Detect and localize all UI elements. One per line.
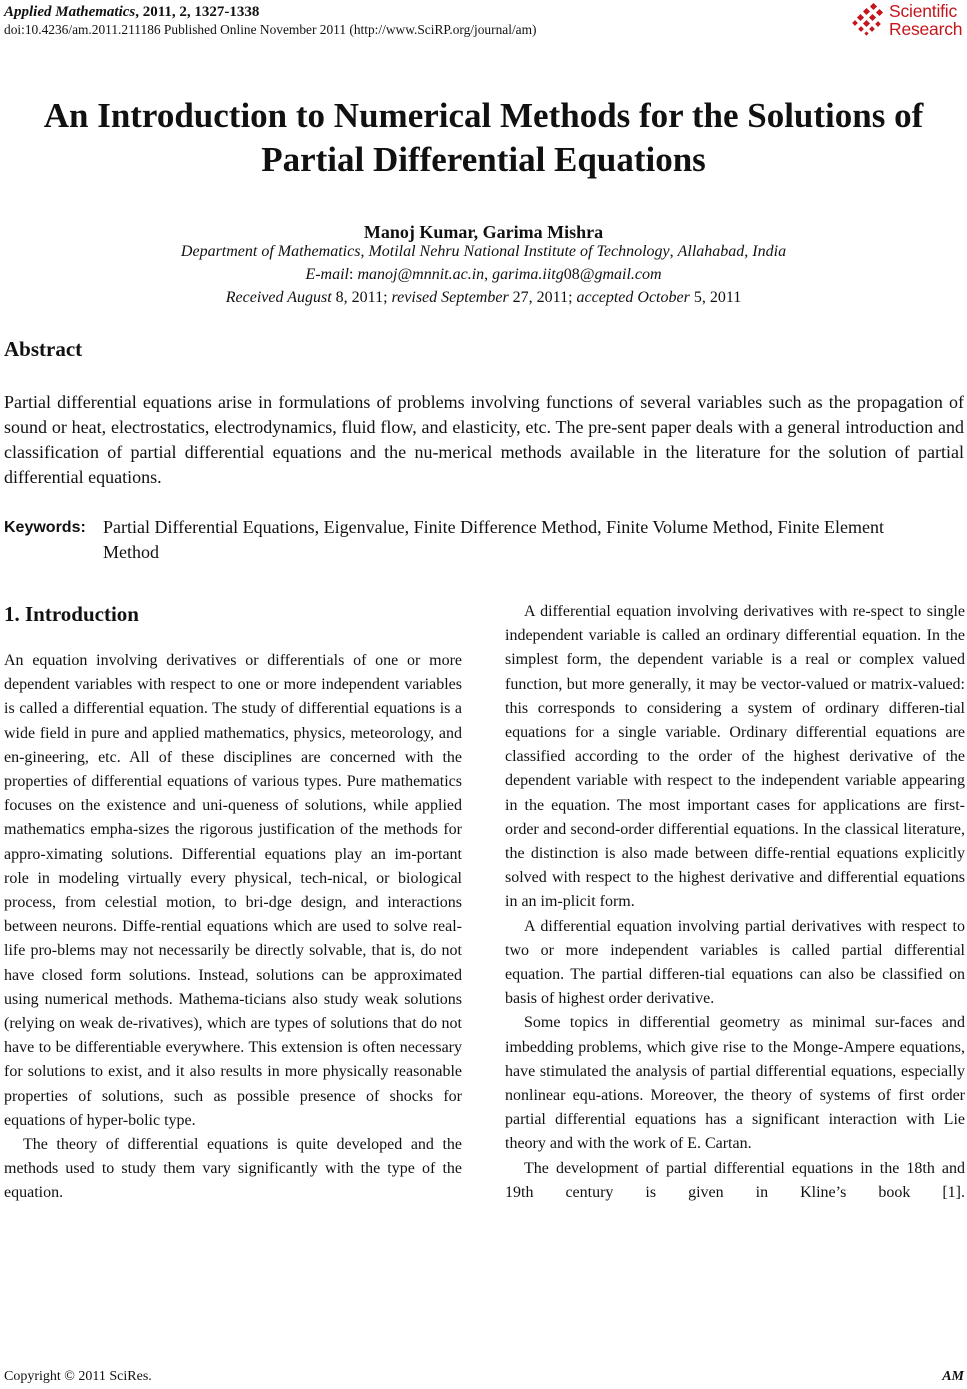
- paragraph: The theory of differential equations is quite developed and the methods used to study them vary significantly with the type of the equation.: [4, 1136, 462, 1202]
- affiliation-department: Department of Mathematics: [180, 243, 361, 260]
- affiliation-separator: ,: [744, 243, 753, 260]
- left-column: [4, 649, 462, 1206]
- journal-volume: , 2011, 2, 1327-1338: [135, 4, 260, 20]
- affiliation-institute: Motilal Nehru National Institute of Technology: [368, 243, 670, 260]
- affiliation-separator: ,: [669, 243, 678, 260]
- scientific-research-logo-icon: [851, 3, 885, 37]
- journal-abbreviation: AM: [942, 1369, 964, 1384]
- doi-line: doi:10.4236/am.2011.211186 Published Online November 2011 (http://www.SciRP.org/journal/am): [4, 22, 537, 37]
- revised-label: revised September: [391, 289, 509, 306]
- paper-title: [0, 94, 967, 182]
- paragraph: Some topics in differential geometry as minimal sur-faces and imbedding problems, which give rise to the Monge-Ampere equations, have stimulated the analysis of partial differential equations, especially nonlinear equ-ations. Moreover, the theory of systems of first order partial differential equations has a significant interaction with Lie theory and with the work of E. Cartan.: [505, 1014, 965, 1153]
- paper-title-line1: An Introduction to Numerical Methods for the Solutions of: [43, 96, 924, 135]
- publisher-logo: [851, 1, 965, 43]
- email-separator: ,: [484, 266, 493, 283]
- paragraph: The development of partial differential equations in the 18th and 19th century is given in Kline’s book [1].: [505, 1159, 965, 1201]
- copyright-notice: Copyright © 2011 SciRes.: [4, 1369, 152, 1384]
- journal-name: Applied Mathematics: [4, 4, 136, 20]
- affiliation-city: Allahabad: [677, 243, 745, 260]
- received-date: 8, 2011;: [331, 289, 392, 306]
- paragraph: A differential equation involving derivatives with re-spect to single independent variable is called an ordinary differential equation. In the simplest form, the dependent variable is a real or complex valued function, but more generally, it may be vector-valued or matrix-valued: this corresponds to considering a system of ordinary differen-tial equations for a single variable. Ordinary differential equations are classified according to the order of the highest derivative of the dependent variable with respect to the independent variable appearing in the equation. The most important cases for applications are first-order and second-order differential equations. In the classical literature, the distinction is also made between diffe-rential equations explicitly solved with respect to the highest derivative and differential equations in an im-plicit form.: [505, 603, 965, 911]
- page-footer: [4, 1368, 964, 1386]
- publisher-name: [889, 2, 962, 38]
- affiliation-separator: ,: [360, 243, 369, 260]
- email-address-1: manoj@mnnit.ac.in: [357, 266, 485, 283]
- received-label: Received August: [225, 289, 332, 306]
- revised-date: 27, 2011;: [508, 289, 577, 306]
- journal-citation: [4, 3, 259, 21]
- publisher-name-line2: Research: [889, 19, 963, 39]
- email-address-2-digits: 08: [563, 266, 580, 283]
- affiliation: [0, 241, 967, 263]
- accepted-date: 5, 2011: [689, 289, 742, 306]
- publication-dates: [0, 287, 967, 309]
- email-address-2-user: garima.iitg: [492, 266, 564, 283]
- paragraph: An equation involving derivatives or differentials of one or more dependent variables with respect to one or more independent variables is called a differential equation. The study of differential equations is a wide field in pure and applied mathematics, physics, meteorology, and en-gineering, etc. All of these disciplines are concerned with the properties of differential equations of various types. Pure mathematics focuses on the existence and uni-queness of solutions, while applied mathematics empha-sizes the rigorous justification of the methods for appro-ximating solutions. Differential equations play an im-portant role in modeling virtually every physical, tech-nical, or biological process, from celestial motion, to bri-dge design, and interactions between neurons. Diffe-rential equations which are used to solve real-life pro-blems may not necessarily be directly solvable, that is, do not have closed form solutions. Instead, solutions can be approximated using numerical methods. Mathema-ticians also study weak solutions (relying on weak de-rivatives), which are types of solutions that do not have to be differentiable everywhere. This extension is often necessary for solutions to exist, and it also results in more physically reasonable properties of solutions, such as possible presence of shocks for equations of hyper-bolic type.: [4, 652, 462, 1129]
- email-label: E-mail: [305, 266, 349, 283]
- publisher-name-line1: Scientific: [889, 1, 958, 21]
- authors: Manoj Kumar, Garima Mishra: [363, 222, 604, 242]
- abstract-text: Partial differential equations arise in formulations of problems involving functions of several variables such as the propagation of sound or heat, electrostatics, electrodynamics, fluid flow, and elasticity, etc. The pre-sent paper deals with a general introduction and classification of partial differential equations and the nu-merical methods available in the literature for the solution of partial differential equations.: [4, 392, 964, 487]
- accepted-label: accepted October: [576, 289, 690, 306]
- paper-title-line2: Partial Differential Equations: [261, 140, 706, 179]
- paragraph: A differential equation involving partial derivatives with respect to two or more independent variables is called partial differential equation. The partial differen-tial equations can also be classified on basis of highest order derivative.: [505, 917, 965, 1008]
- email-line: [0, 264, 967, 286]
- affiliation-country: India: [752, 243, 787, 260]
- abstract-heading: Abstract: [4, 337, 83, 361]
- keywords-text: Partial Differential Equations, Eigenvalue, Finite Difference Method, Finite Volume Method, Finite Element Method: [103, 517, 885, 562]
- section-heading-introduction: 1. Introduction: [4, 602, 139, 626]
- email-address-2-domain: @gmail.com: [579, 266, 662, 283]
- right-column: [505, 600, 965, 1205]
- email-separator: :: [348, 266, 358, 283]
- keywords-label: Keywords:: [4, 519, 86, 536]
